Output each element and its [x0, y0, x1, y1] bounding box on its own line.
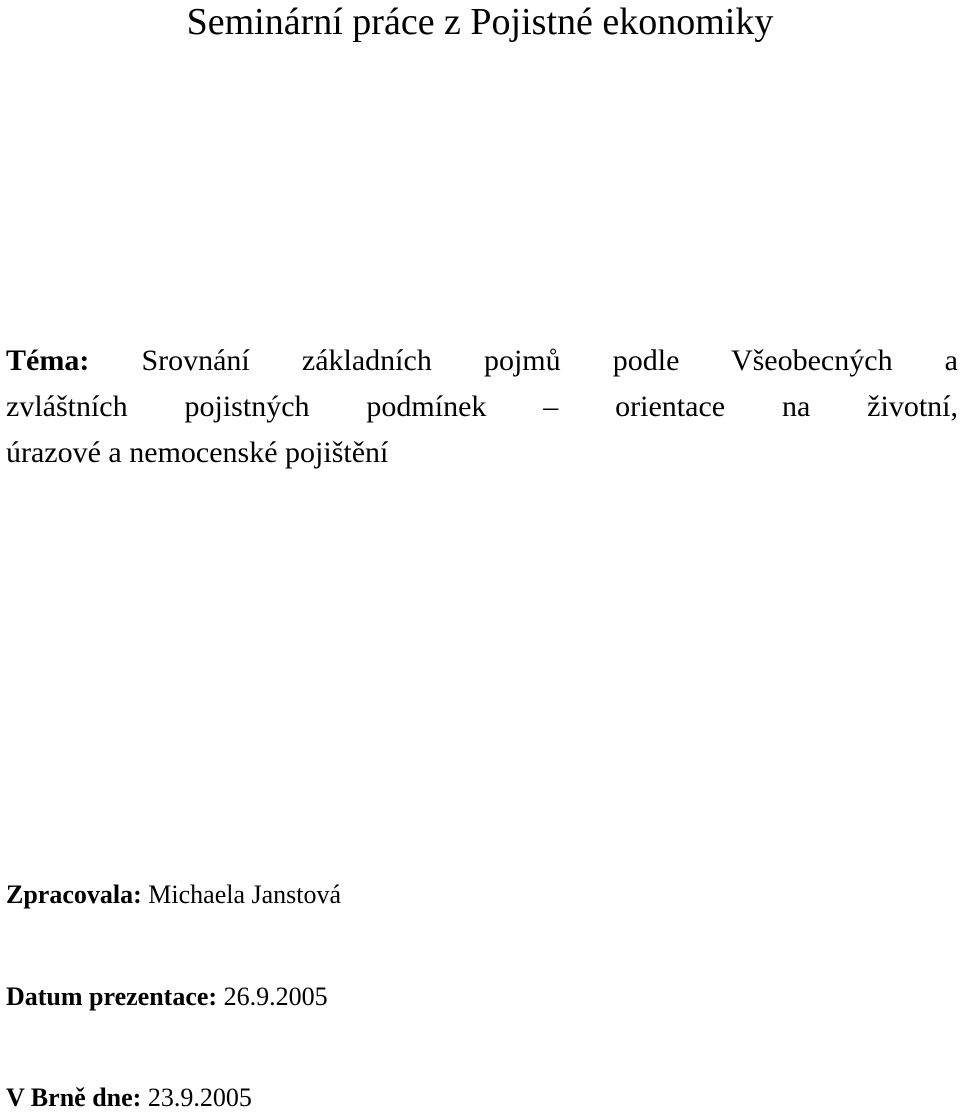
place-date-value: 23.9.2005	[147, 1083, 252, 1112]
topic-text-line-1: Srovnání základních pojmů podle Všeobecných a	[141, 344, 959, 377]
place-date-line	[6, 1083, 252, 1113]
presentation-date-line	[6, 982, 328, 1012]
author-label: Zpracovala:	[6, 880, 142, 909]
topic-line-2: zvláštních pojistných podmínek – orientace na životní,	[6, 390, 958, 423]
place-date-label: V Brně dne:	[6, 1083, 142, 1112]
presentation-date-value: 26.9.2005	[223, 982, 328, 1011]
topic-label: Téma:	[6, 344, 90, 377]
topic-line-1	[6, 338, 958, 384]
author-value: Michaela Janstová	[148, 880, 342, 909]
document-title: Seminární práce z Pojistné ekonomiky	[186, 1, 774, 43]
presentation-date-label: Datum prezentace:	[6, 982, 218, 1011]
author-line	[6, 880, 341, 910]
topic-line-3: úrazové a nemocenské pojištění	[6, 436, 389, 469]
topic-block	[6, 338, 958, 476]
